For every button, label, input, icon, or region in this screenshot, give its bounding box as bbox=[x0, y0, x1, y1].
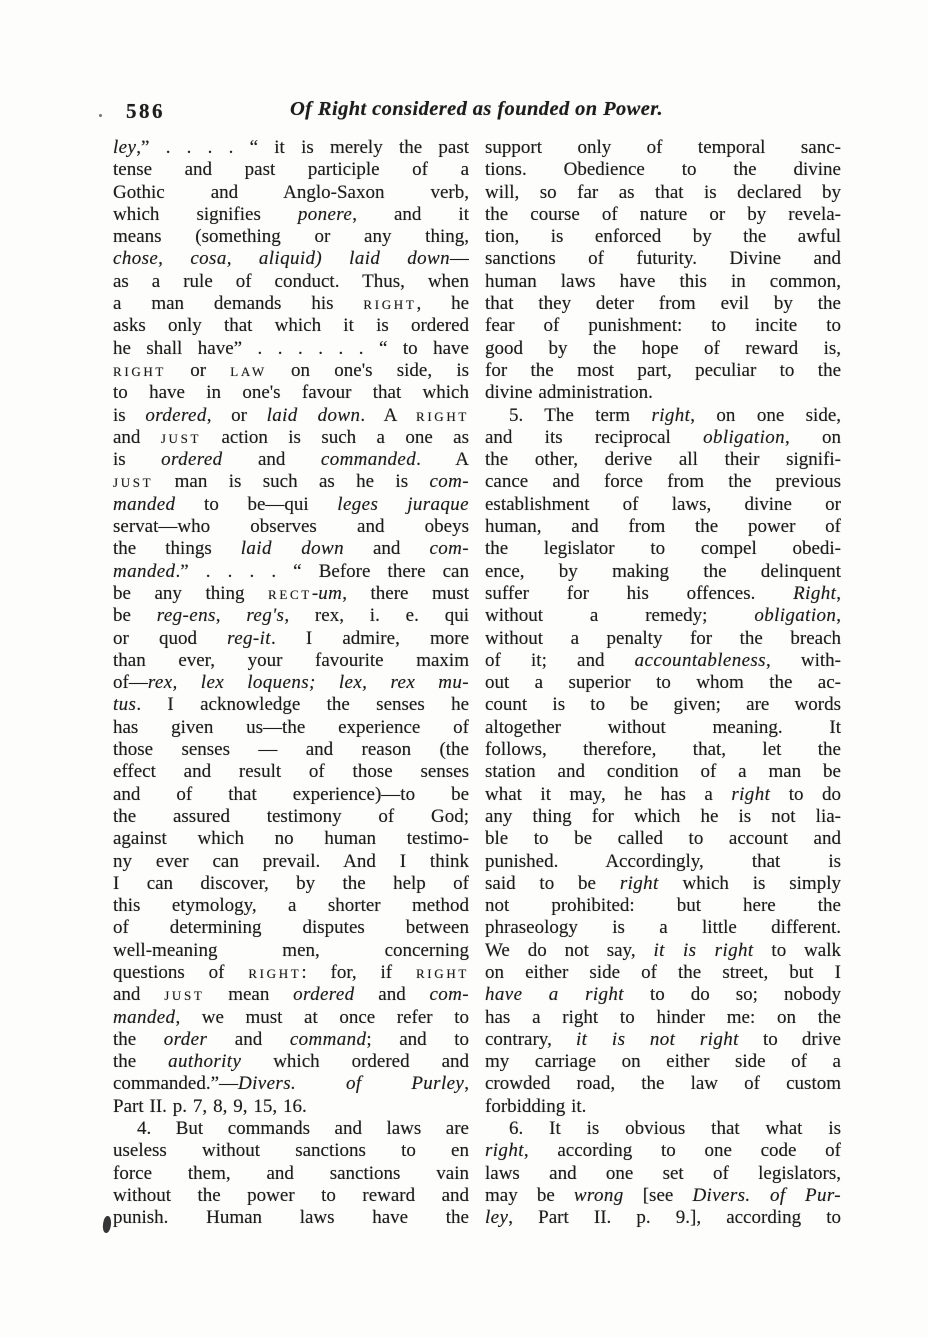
text-line: tion, is enforced by the awful bbox=[485, 226, 841, 248]
text-line: We do not say, it is right to walk bbox=[485, 939, 841, 961]
text-line: tions. Obedience to the divine bbox=[485, 159, 841, 181]
text-line: ble to be called to account and bbox=[485, 828, 841, 850]
text-line: manded to be—qui leges juraque bbox=[113, 493, 469, 515]
text-line: well-meaning men, concerning bbox=[113, 939, 469, 961]
text-line: station and condition of a man be bbox=[485, 761, 841, 783]
text-line: or quod reg-it. I admire, more bbox=[113, 627, 469, 649]
text-line: be any thing rect-um, there must bbox=[113, 582, 469, 604]
text-line: cance and force from the previous bbox=[485, 471, 841, 493]
text-line: without a remedy; obligation, bbox=[485, 605, 841, 627]
text-line: manded, we must at once refer to bbox=[113, 1006, 469, 1028]
text-line: a man demands his right, he bbox=[113, 293, 469, 315]
text-line: on either side of the street, but I bbox=[485, 961, 841, 983]
text-line: those senses — and reason (the bbox=[113, 739, 469, 761]
text-line: phraseology is a little different. bbox=[485, 917, 841, 939]
text-line: the legislator to compel obedi- bbox=[485, 538, 841, 560]
text-line: against which no human testimo- bbox=[113, 828, 469, 850]
text-line: suffer for his offences. Right, bbox=[485, 582, 841, 604]
text-line: has a right to hinder me: on the bbox=[485, 1006, 841, 1028]
text-line: the order and command; and to bbox=[113, 1028, 469, 1050]
text-line: ley, Part II. p. 9.], according to bbox=[485, 1207, 841, 1229]
text-line: of—rex, lex loquens; lex, rex mu- bbox=[113, 672, 469, 694]
text-line: the course of nature or by revela- bbox=[485, 203, 841, 225]
text-line: force them, and sanctions vain bbox=[113, 1162, 469, 1184]
text-line: to have in one's favour that which bbox=[113, 382, 469, 404]
text-line: divine administration. bbox=[485, 382, 653, 404]
text-line: laws and one set of legislators, bbox=[485, 1162, 841, 1184]
running-title: Of Right considered as founded on Power. bbox=[289, 98, 664, 120]
page-header bbox=[113, 98, 840, 126]
text-line: of it; and accountableness, with- bbox=[485, 649, 841, 671]
text-line: altogether without meaning. It bbox=[485, 716, 841, 738]
text-line: any thing for which he is not lia- bbox=[485, 805, 841, 827]
text-line: and just mean ordered and com- bbox=[113, 984, 469, 1006]
text-line: 6. It is obvious that what is bbox=[509, 1118, 841, 1140]
text-line: has given us—the experience of bbox=[113, 716, 469, 738]
scan-speck-artifact bbox=[99, 114, 102, 117]
ink-blot-artifact bbox=[102, 1215, 113, 1233]
text-line: as a rule of conduct. Thus, when bbox=[113, 270, 469, 292]
text-line: just man is such as he is com- bbox=[113, 471, 469, 493]
text-line: servat—who observes and obeys bbox=[113, 516, 469, 538]
text-line: crowded road, the law of custom bbox=[485, 1073, 841, 1095]
text-line: will, so far as that is declared by bbox=[485, 181, 841, 203]
text-line: 4. But commands and laws are bbox=[137, 1118, 469, 1140]
text-line: Part II. p. 7, 8, 9, 15, 16. bbox=[113, 1095, 307, 1117]
text-line: forbidding it. bbox=[485, 1095, 587, 1117]
text-line: my carriage on either side of a bbox=[485, 1051, 841, 1073]
text-line: Gothic and Anglo-Saxon verb, bbox=[113, 181, 469, 203]
text-line: count is to be given; are words bbox=[485, 694, 841, 716]
text-line: right or law on one's side, is bbox=[113, 359, 469, 381]
text-column-left bbox=[113, 137, 469, 1230]
text-line: ley,” . . . . “ it is merely the past bbox=[113, 137, 469, 158]
text-line: means (something or any thing, bbox=[113, 226, 469, 248]
text-line: establishment of laws, divine or bbox=[485, 493, 841, 515]
text-line: without the power to reward and bbox=[113, 1184, 469, 1206]
text-line: not prohibited: but here the bbox=[485, 895, 841, 917]
text-line: out a superior to whom the ac- bbox=[485, 672, 841, 694]
text-line: and just action is such a one as bbox=[113, 426, 469, 448]
text-line: right, according to one code of bbox=[485, 1140, 841, 1162]
page-number: 586 bbox=[126, 99, 165, 123]
text-line: follows, therefore, that, let the bbox=[485, 739, 841, 761]
text-line: have a right to do so; nobody bbox=[485, 984, 841, 1006]
text-line: 5. The term right, on one side, bbox=[509, 404, 841, 426]
text-line: what it may, he has a right to do bbox=[485, 783, 841, 805]
text-line: this etymology, a shorter method bbox=[113, 895, 469, 917]
text-line: without a penalty for the breach bbox=[485, 627, 841, 649]
text-line: punish. Human laws have the bbox=[113, 1207, 469, 1229]
text-line: fear of punishment: to incite to bbox=[485, 315, 841, 337]
text-line: may be wrong [see Divers. of Pur- bbox=[485, 1184, 841, 1206]
text-line: asks only that which it is ordered bbox=[113, 315, 469, 337]
text-line: tus. I acknowledge the senses he bbox=[113, 694, 469, 716]
text-line: effect and result of those senses bbox=[113, 761, 469, 783]
text-line: questions of right: for, if right bbox=[113, 961, 469, 983]
text-line: is ordered and commanded. A bbox=[113, 449, 469, 471]
text-line: chose, cosa, aliquid) laid down— bbox=[113, 248, 469, 270]
text-line: ence, by making the delinquent bbox=[485, 560, 841, 582]
text-line: he shall have” . . . . . . “ to have bbox=[113, 337, 469, 359]
text-line: commanded.”—Divers. of Purley, bbox=[113, 1073, 469, 1095]
text-line: ny ever can prevail. And I think bbox=[113, 850, 469, 872]
text-line: the other, derive all their signifi- bbox=[485, 449, 841, 471]
text-line: punished. Accordingly, that is bbox=[485, 850, 841, 872]
text-line: contrary, it is not right to drive bbox=[485, 1028, 841, 1050]
text-line: for the most part, peculiar to the bbox=[485, 359, 841, 381]
text-line: be reg-ens, reg's, rex, i. e. qui bbox=[113, 605, 469, 627]
text-line: human, and from the power of bbox=[485, 516, 841, 538]
text-line: support only of temporal sanc- bbox=[485, 137, 841, 158]
text-line: the authority which ordered and bbox=[113, 1051, 469, 1073]
text-line: sanctions of futurity. Divine and bbox=[485, 248, 841, 270]
text-line: the things laid down and com- bbox=[113, 538, 469, 560]
text-line: said to be right which is simply bbox=[485, 872, 841, 894]
text-line: I can discover, by the help of bbox=[113, 872, 469, 894]
text-line: and its reciprocal obligation, on bbox=[485, 426, 841, 448]
text-line: human laws have this in common, bbox=[485, 270, 841, 292]
text-line: good by the hope of reward is, bbox=[485, 337, 841, 359]
text-line: useless without sanctions to en bbox=[113, 1140, 469, 1162]
text-line: and of that experience)—to be bbox=[113, 783, 469, 805]
text-line: than ever, your favourite maxim bbox=[113, 649, 469, 671]
text-line: that they deter from evil by the bbox=[485, 293, 841, 315]
text-line: tense and past participle of a bbox=[113, 159, 469, 181]
text-line: of determining disputes between bbox=[113, 917, 469, 939]
text-line: manded.” . . . . “ Before there can bbox=[113, 560, 469, 582]
text-column-right bbox=[485, 137, 841, 1230]
text-line: is ordered, or laid down. A right bbox=[113, 404, 469, 426]
text-line: which signifies ponere, and it bbox=[113, 203, 469, 225]
text-line: the assured testimony of God; bbox=[113, 805, 469, 827]
